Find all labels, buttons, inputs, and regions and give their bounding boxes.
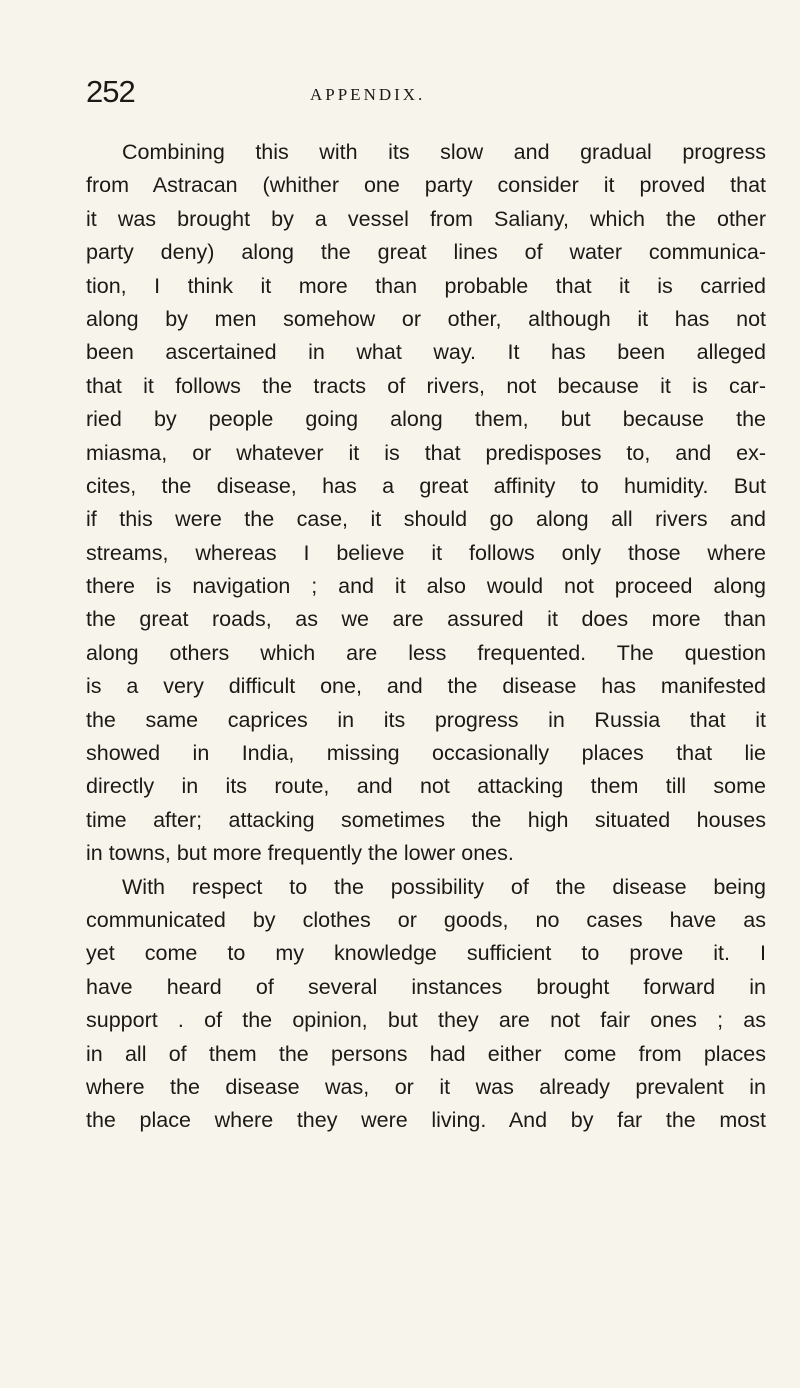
text-line: ried by people going along them, but because the [86, 407, 766, 432]
text-line: it was brought by a vessel from Saliany, which the other [86, 206, 766, 231]
text-line: in all of them the persons had either come from places [86, 1041, 766, 1066]
text-line: from Astracan (whither one party consider it proved that [86, 173, 766, 198]
text-line: in towns, but more frequently the lower ones. [86, 841, 514, 866]
text-line: support . of the opinion, but they are not fair ones ; as [86, 1008, 766, 1033]
text-line: that it follows the tracts of rivers, not because it is car- [86, 373, 766, 398]
text-line: where the disease was, or it was already prevalent in [86, 1074, 766, 1099]
running-head: APPENDIX. [310, 85, 426, 104]
text-line: along others which are less frequented. The question [86, 640, 766, 665]
text-line: communicated by clothes or goods, no cases have as [86, 907, 766, 932]
text-line: yet come to my knowledge sufficient to prove it. I [86, 941, 766, 966]
text-line: miasma, or whatever it is that predisposes to, and ex- [86, 440, 766, 465]
body-text [86, 136, 766, 1138]
text-line: the great roads, as we are assured it does more than [86, 607, 766, 632]
text-line: With respect to the possibility of the disease being [122, 874, 766, 899]
text-line: cites, the disease, has a great affinity to humidity. But [86, 473, 766, 498]
text-line: been ascertained in what way. It has been alleged [86, 340, 766, 365]
text-line: the same caprices in its progress in Russia that it [86, 707, 766, 732]
text-line: time after; attacking sometimes the high situated houses [86, 807, 766, 832]
text-line: tion, I think it more than probable that it is carried [86, 273, 766, 298]
page-number: 252 [86, 74, 135, 109]
text-line: streams, whereas I believe it follows only those where [86, 540, 766, 565]
text-line: have heard of several instances brought forward in [86, 974, 766, 999]
text-line: the place where they were living. And by far the most [86, 1108, 766, 1133]
text-line: party deny) along the great lines of water communica- [86, 240, 766, 265]
text-line: if this were the case, it should go along all rivers and [86, 507, 766, 532]
page-header [86, 72, 766, 112]
text-line: directly in its route, and not attacking them till some [86, 774, 766, 799]
text-line: along by men somehow or other, although it has not [86, 306, 766, 331]
text-line: Combining this with its slow and gradual progress [122, 140, 766, 164]
text-line: is a very difficult one, and the disease has manifested [86, 674, 766, 699]
text-line: there is navigation ; and it also would not proceed along [86, 574, 766, 599]
text-line: showed in India, missing occasionally places that lie [86, 741, 766, 766]
